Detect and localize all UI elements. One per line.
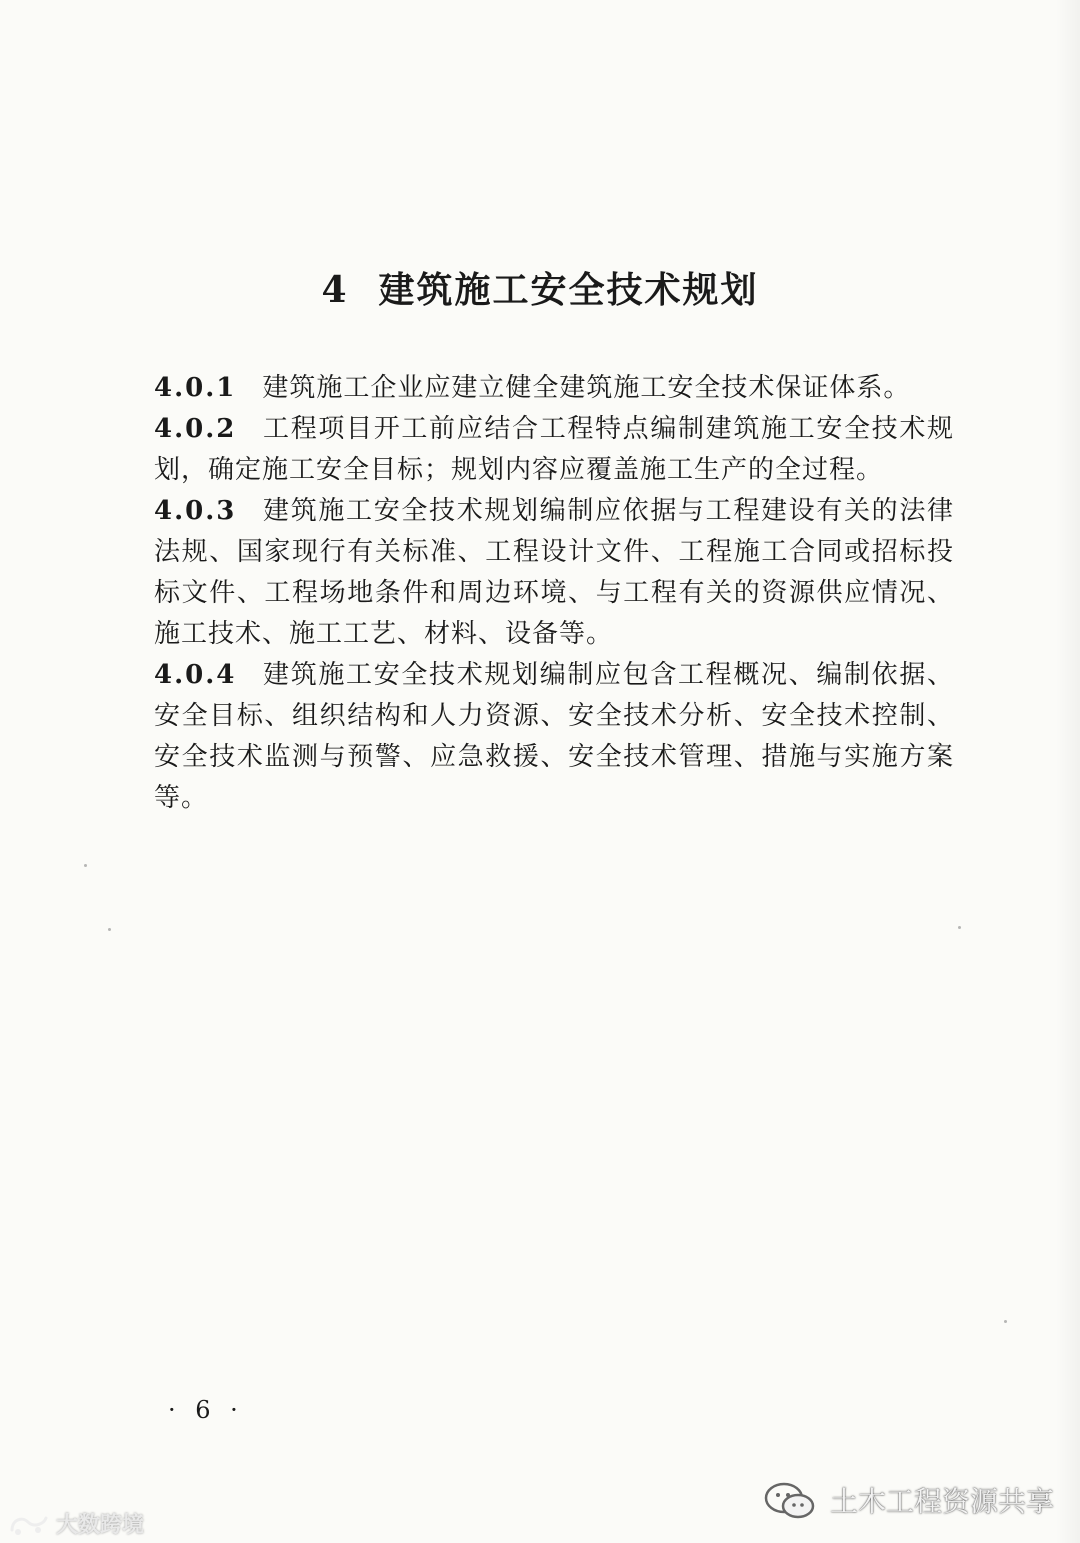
scan-speck: [1004, 1320, 1007, 1323]
clause-text: 建筑施工安全技术规划编制应依据与工程建设有关的法律法规、国家现行有关标准、工程设计文件、工程施工合同或招标投标文件、工程场地条件和周边环境、与工程有关的资源供应情况、施工技术、施工工艺、材料、设备等。: [154, 496, 954, 649]
brand-logo-icon: [8, 1510, 50, 1538]
page-number: · 6 ·: [168, 1396, 244, 1424]
clause-4-0-1: [154, 368, 954, 409]
page-edge-shadow: [1056, 0, 1080, 1543]
chapter-number: 4: [321, 269, 349, 312]
clause-number: 4.0.4: [154, 660, 237, 690]
clause-number: 4.0.2: [154, 414, 237, 444]
clause-4-0-3: [154, 491, 954, 655]
clause-number: 4.0.3: [154, 496, 237, 526]
clause-number: 4.0.1: [154, 373, 237, 403]
scan-speck: [108, 928, 111, 931]
scan-speck: [958, 926, 961, 929]
watermark-right: [760, 1478, 1054, 1522]
clause-4-0-2: [154, 409, 954, 491]
watermark-right-text: 土木工程资源共享: [830, 1485, 1055, 1518]
clause-4-0-4: [154, 655, 954, 819]
watermark-left-text: 大数跨境: [56, 1513, 145, 1538]
scan-speck: [84, 864, 87, 867]
clause-text: 工程项目开工前应结合工程特点编制建筑施工安全技术规划，确定施工安全目标；规划内容应覆盖施工生产的全过程。: [154, 414, 954, 485]
wechat-icon: [760, 1478, 820, 1522]
chapter-title-text: 建筑施工安全技术规划: [378, 269, 759, 312]
clause-list: [154, 368, 954, 819]
chapter-title: [0, 262, 1080, 313]
clause-text: 建筑施工安全技术规划编制应包含工程概况、编制依据、安全目标、组织结构和人力资源、安全技术分析、安全技术控制、安全技术监测与预警、应急救援、安全技术管理、措施与实施方案等。: [154, 660, 954, 813]
clause-text: 建筑施工企业应建立健全建筑施工安全技术保证体系。: [262, 373, 911, 403]
watermark-left: [8, 1508, 144, 1539]
